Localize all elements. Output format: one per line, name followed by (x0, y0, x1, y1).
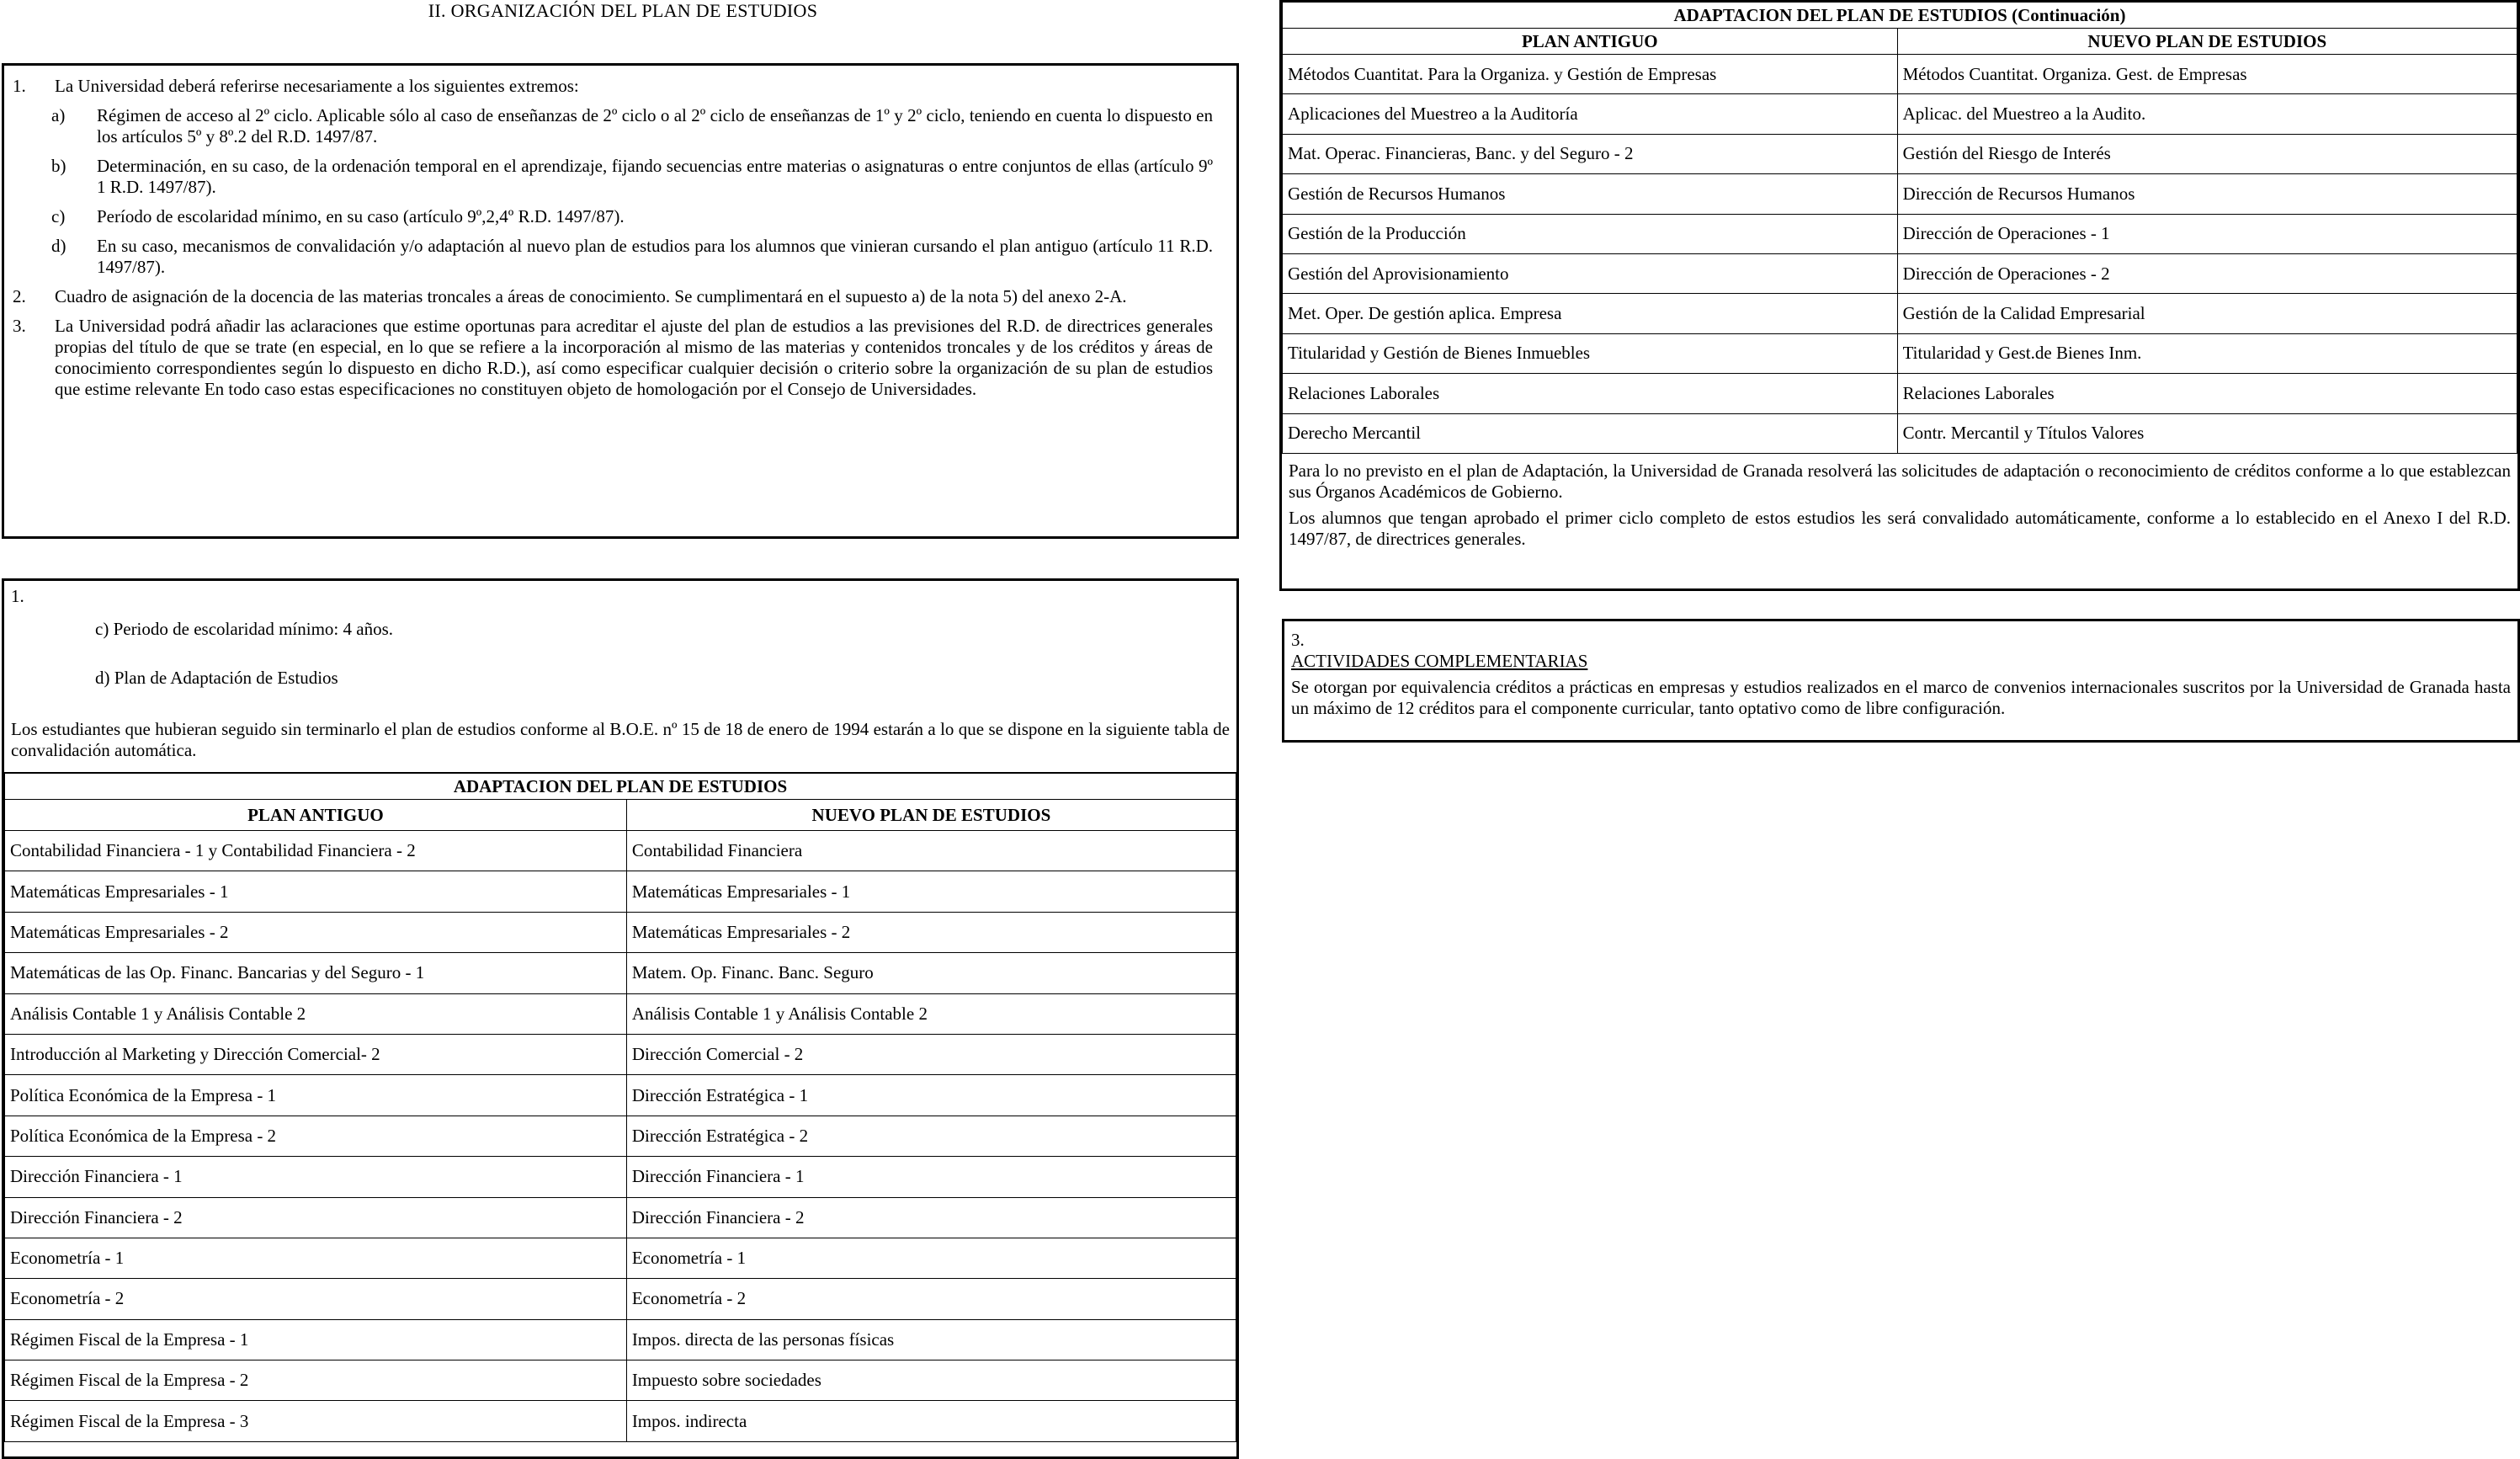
old-plan-cell: Relaciones Laborales (1283, 374, 1898, 413)
table-row (5, 1157, 1236, 1197)
old-plan-cell: Matemáticas Empresariales - 1 (5, 871, 627, 912)
item-number: 1. (13, 76, 26, 96)
section-text: Se otorgan por equivalencia créditos a prácticas en empresas y estudios realizados en el marco de convenios internacionales suscritos por la Universidad de Granada hasta un máximo de 12 créditos para el componente curricular, tanto optativo como de libre configuración. (1291, 677, 2511, 718)
table-row (1283, 413, 2517, 453)
table-row (1283, 134, 2517, 173)
table-row (1283, 374, 2517, 413)
section-title: ACTIVIDADES COMPLEMENTARIAS (1291, 651, 1588, 671)
adaptation-box (2, 578, 1239, 1459)
adaptation-intro: Los estudiantes que hubieran seguido sin terminarlo el plan de estudios conforme al B.O.E. nº 15 de 18 de enero de 1994 estarán a lo que se dispone en la siguiente tabla de convalidación automática. (11, 719, 1230, 760)
new-plan-cell: Impos. indirecta (626, 1401, 1236, 1441)
new-plan-cell: Métodos Cuantitat. Organiza. Gest. de Empresas (1897, 55, 2517, 94)
column-header-new-plan: NUEVO PLAN DE ESTUDIOS (626, 800, 1236, 831)
adaptation-plan-line: d) Plan de Adaptación de Estudios (95, 668, 338, 688)
old-plan-cell: Gestión del Aprovisionamiento (1283, 253, 1898, 293)
table-row (5, 1360, 1236, 1401)
section-number: 1. (11, 586, 24, 606)
min-period-line: c) Periodo de escolaridad mínimo: 4 años. (95, 619, 393, 639)
table-row (1283, 55, 2517, 94)
new-plan-cell: Econometría - 2 (626, 1279, 1236, 1319)
table-row (5, 1401, 1236, 1441)
table-title: ADAPTACION DEL PLAN DE ESTUDIOS (Continuación) (1283, 3, 2517, 29)
new-plan-cell: Dirección Comercial - 2 (626, 1034, 1236, 1074)
new-plan-cell: Impuesto sobre sociedades (626, 1360, 1236, 1401)
subitem-text: Período de escolaridad mínimo, en su caso (artículo 9º,2,4º R.D. 1497/87). (97, 206, 625, 226)
subitem-letter: b) (51, 156, 66, 176)
table-row (5, 1319, 1236, 1360)
new-plan-cell: Dirección de Recursos Humanos (1897, 174, 2517, 214)
new-plan-cell: Relaciones Laborales (1897, 374, 2517, 413)
item-text: Cuadro de asignación de la docencia de las materias troncales a áreas de conocimiento. Se cumplimentará en el supuesto a) de la nota 5) del anexo 2-A. (55, 286, 1127, 306)
new-plan-cell: Econometría - 1 (626, 1238, 1236, 1278)
adaptation-table-body (5, 831, 1236, 1442)
new-plan-cell: Matemáticas Empresariales - 1 (626, 871, 1236, 912)
instruction-item-2 (13, 286, 1213, 307)
table-row (5, 1116, 1236, 1156)
old-plan-cell: Gestión de la Producción (1283, 214, 1898, 253)
old-plan-cell: Introducción al Marketing y Dirección Comercial- 2 (5, 1034, 627, 1074)
adaptation-continuation-table-body (1283, 55, 2517, 454)
old-plan-cell: Régimen Fiscal de la Empresa - 3 (5, 1401, 627, 1441)
table-row (5, 1034, 1236, 1074)
item-number: 3. (13, 316, 26, 336)
new-plan-cell: Impos. directa de las personas físicas (626, 1319, 1236, 1360)
table-row (5, 1197, 1236, 1238)
page-title: II. ORGANIZACIÓN DEL PLAN DE ESTUDIOS (428, 0, 818, 21)
subitem-letter: c) (51, 206, 66, 226)
table-row (5, 871, 1236, 912)
table-title: ADAPTACION DEL PLAN DE ESTUDIOS (5, 773, 1236, 800)
old-plan-cell: Met. Oper. De gestión aplica. Empresa (1283, 294, 1898, 333)
table-row (5, 831, 1236, 871)
new-plan-cell: Matemáticas Empresariales - 2 (626, 912, 1236, 952)
table-row (1283, 94, 2517, 134)
old-plan-cell: Matemáticas de las Op. Financ. Bancarias y del Seguro - 1 (5, 953, 627, 993)
table-row (1283, 214, 2517, 253)
old-plan-cell: Econometría - 2 (5, 1279, 627, 1319)
new-plan-cell: Contr. Mercantil y Títulos Valores (1897, 413, 2517, 453)
table-row (5, 953, 1236, 993)
column-header-old-plan: PLAN ANTIGUO (5, 800, 627, 831)
new-plan-cell: Gestión del Riesgo de Interés (1897, 134, 2517, 173)
complementary-activities-box (1282, 619, 2520, 743)
old-plan-cell: Métodos Cuantitat. Para la Organiza. y Gestión de Empresas (1283, 55, 1898, 94)
subitem-letter: a) (51, 105, 66, 125)
item-text: La Universidad deberá referirse necesariamente a los siguientes extremos: (55, 76, 579, 96)
subitem-text: Régimen de acceso al 2º ciclo. Aplicable sólo al caso de enseñanzas de 2º ciclo o al 2º ciclo de enseñanzas de 1º y 2º ciclo, teniendo en cuenta lo dispuesto en los artículos 5º y 8º.2 del R.D. 1497/87. (97, 105, 1213, 146)
new-plan-cell: Dirección Estratégica - 1 (626, 1075, 1236, 1116)
old-plan-cell: Contabilidad Financiera - 1 y Contabilidad Financiera - 2 (5, 831, 627, 871)
table-row (1283, 333, 2517, 373)
adaptation-note: Para lo no previsto en el plan de Adaptación, la Universidad de Granada resolverá las solicitudes de adaptación o reconocimiento de créditos conforme a lo que establezcan sus Órganos Académicos de Gobierno. (1289, 460, 2511, 502)
table-row (1283, 174, 2517, 214)
new-plan-cell: Titularidad y Gest.de Bienes Inm. (1897, 333, 2517, 373)
old-plan-cell: Mat. Operac. Financieras, Banc. y del Seguro - 2 (1283, 134, 1898, 173)
column-header-old-plan: PLAN ANTIGUO (1283, 29, 1898, 55)
old-plan-cell: Régimen Fiscal de la Empresa - 2 (5, 1360, 627, 1401)
table-row (1283, 294, 2517, 333)
new-plan-cell: Análisis Contable 1 y Análisis Contable 2 (626, 993, 1236, 1034)
new-plan-cell: Gestión de la Calidad Empresarial (1897, 294, 2517, 333)
new-plan-cell: Dirección de Operaciones - 1 (1897, 214, 2517, 253)
first-cycle-note: Los alumnos que tengan aprobado el primer ciclo completo de estos estudios les será convalidado automáticamente, conforme a lo establecido en el Anexo I del R.D. 1497/87, de directrices generales. (1289, 507, 2511, 549)
old-plan-cell: Dirección Financiera - 2 (5, 1197, 627, 1238)
old-plan-cell: Matemáticas Empresariales - 2 (5, 912, 627, 952)
adaptation-continuation-box (1279, 0, 2520, 591)
new-plan-cell: Dirección de Operaciones - 2 (1897, 253, 2517, 293)
instruction-item-3 (13, 316, 1213, 400)
instruction-item-1 (13, 76, 1213, 278)
column-header-new-plan: NUEVO PLAN DE ESTUDIOS (1897, 29, 2517, 55)
table-row (5, 1279, 1236, 1319)
old-plan-cell: Dirección Financiera - 1 (5, 1157, 627, 1197)
new-plan-cell: Dirección Financiera - 1 (626, 1157, 1236, 1197)
new-plan-cell: Dirección Financiera - 2 (626, 1197, 1236, 1238)
adaptation-continuation-table (1282, 3, 2517, 454)
subitem-a (51, 105, 1213, 147)
table-row (1283, 253, 2517, 293)
subitem-text: En su caso, mecanismos de convalidación y/o adaptación al nuevo plan de estudios para los alumnos que vinieran cursando el plan antiguo (artículo 11 R.D. 1497/87). (97, 236, 1213, 277)
old-plan-cell: Titularidad y Gestión de Bienes Inmuebles (1283, 333, 1898, 373)
item-number: 2. (13, 286, 26, 306)
old-plan-cell: Análisis Contable 1 y Análisis Contable 2 (5, 993, 627, 1034)
old-plan-cell: Econometría - 1 (5, 1238, 627, 1278)
new-plan-cell: Dirección Estratégica - 2 (626, 1116, 1236, 1156)
table-row (5, 993, 1236, 1034)
instructions-box (2, 63, 1239, 539)
subitem-b (51, 156, 1213, 198)
table-row (5, 1238, 1236, 1278)
item-text: La Universidad podrá añadir las aclaraciones que estime oportunas para acreditar el ajuste del plan de estudios a las previsiones del R.D. de directrices generales propias del título de que se trate (en especial, en lo que se refiere a la incorporación al mismo de las materias y contenidos troncales y de los créditos y áreas de conocimiento correspondientes según lo dispuesto en dicho R.D.), así como especificar cualquier decisión o criterio sobre la organización de su plan de estudios que estime relevante En todo caso estas especificaciones no constituyen objeto de homologación por el Consejo de Universidades. (55, 316, 1213, 399)
table-row (5, 1075, 1236, 1116)
new-plan-cell: Matem. Op. Financ. Banc. Seguro (626, 953, 1236, 993)
old-plan-cell: Gestión de Recursos Humanos (1283, 174, 1898, 214)
subitem-c (51, 206, 1213, 227)
subitem-text: Determinación, en su caso, de la ordenación temporal en el aprendizaje, fijando secuencias entre materias o asignaturas o entre conjuntos de ellas (artículo 9º 1 R.D. 1497/87). (97, 156, 1213, 197)
subitem-d (51, 236, 1213, 278)
new-plan-cell: Contabilidad Financiera (626, 831, 1236, 871)
table-row (5, 912, 1236, 952)
old-plan-cell: Política Económica de la Empresa - 1 (5, 1075, 627, 1116)
old-plan-cell: Derecho Mercantil (1283, 413, 1898, 453)
old-plan-cell: Política Económica de la Empresa - 2 (5, 1116, 627, 1156)
new-plan-cell: Aplicac. del Muestreo a la Audito. (1897, 94, 2517, 134)
subitem-letter: d) (51, 236, 66, 256)
section-number: 3. (1291, 630, 1305, 650)
adaptation-table (4, 772, 1236, 1442)
old-plan-cell: Régimen Fiscal de la Empresa - 1 (5, 1319, 627, 1360)
old-plan-cell: Aplicaciones del Muestreo a la Auditoría (1283, 94, 1898, 134)
